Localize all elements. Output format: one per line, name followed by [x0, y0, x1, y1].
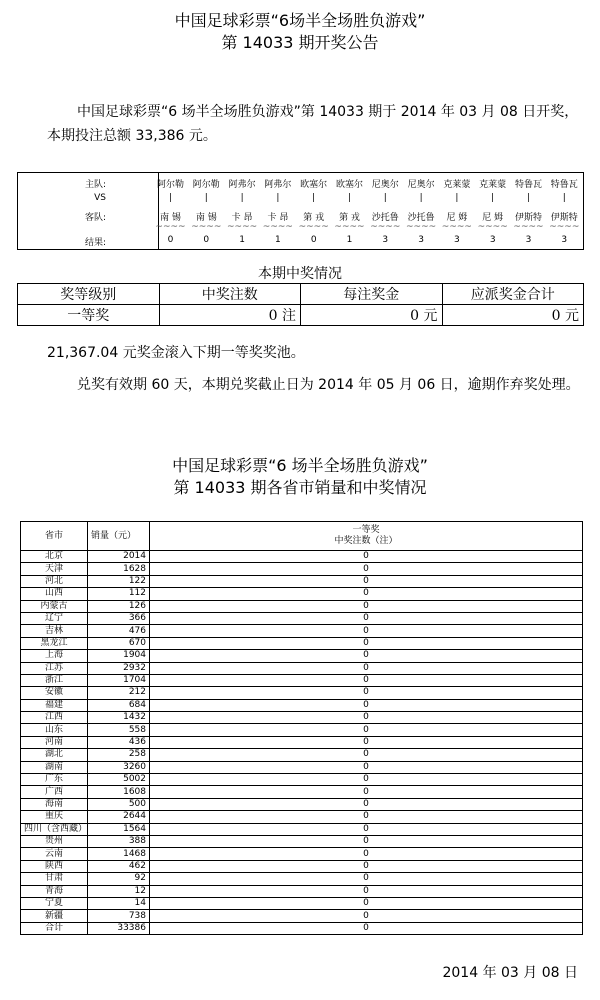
sales-row: [21, 588, 583, 600]
match-column: [331, 173, 368, 249]
sales-province: 吉林: [21, 625, 88, 637]
sales-prize-count: 0: [150, 761, 583, 773]
sales-prize-count: 0: [150, 910, 583, 922]
match-result: 3: [525, 235, 532, 245]
match-away: 伊斯特: [514, 213, 542, 223]
sales-amount: 500: [88, 798, 150, 810]
sales-title-line-1: 中国足球彩票“6 场半全场胜负游戏”: [172, 456, 428, 475]
match-vs: |: [383, 193, 387, 203]
match-result: 0: [310, 235, 317, 245]
rollover-text: 21,367.04 元奖金滚入下期一等奖奖池。: [47, 345, 305, 361]
match-column: [403, 173, 440, 249]
sales-row: [21, 910, 583, 922]
match-vs: |: [312, 193, 316, 203]
match-dash: ~~~~: [441, 222, 472, 232]
match-home: 克莱蒙: [443, 180, 471, 190]
match-column: [188, 173, 225, 249]
match-away: 沙托鲁: [371, 213, 399, 223]
sales-amount: 5002: [88, 774, 150, 786]
sales-prize-count: 0: [150, 563, 583, 575]
sales-prize-count: 0: [150, 823, 583, 835]
sales-prize-count: 0: [150, 835, 583, 847]
sales-prize-count: 0: [150, 786, 583, 798]
sales-amount: 1564: [88, 823, 150, 835]
prize-total: 0 元: [442, 305, 584, 326]
sales-row: [21, 650, 583, 662]
sales-row: [21, 811, 583, 823]
sales-row: [21, 612, 583, 624]
prize-header-level: 奖等级别: [18, 284, 160, 305]
match-vs: |: [419, 193, 423, 203]
match-home: 克莱蒙: [479, 180, 507, 190]
sales-province: 山西: [21, 588, 88, 600]
sales-row: [21, 786, 583, 798]
match-home: 尼奥尔: [371, 180, 399, 190]
sales-title-line-2: 第 14033 期各省市销量和中奖情况: [173, 478, 427, 497]
match-column: [295, 173, 332, 249]
title-line-2: 第 14033 期开奖公告: [221, 33, 379, 52]
sales-prize-count: 0: [150, 860, 583, 872]
match-home: 欧塞尔: [335, 180, 363, 190]
sales-amount: 14: [88, 897, 150, 909]
match-result: 3: [382, 235, 389, 245]
sales-province: 江苏: [21, 662, 88, 674]
sales-province: 合计: [21, 922, 88, 934]
match-vs: |: [168, 193, 173, 203]
prize-header-per: 每注奖金: [301, 284, 443, 305]
match-result: 0: [167, 235, 174, 245]
sales-row: [21, 749, 583, 761]
sales-province: 重庆: [21, 811, 88, 823]
match-result: 3: [561, 235, 568, 245]
sales-amount: 1468: [88, 848, 150, 860]
match-column: [546, 173, 583, 249]
sales-row: [21, 860, 583, 872]
match-dash: ~~~~: [262, 222, 293, 232]
match-away: 南 锡: [160, 213, 181, 223]
match-result: 1: [239, 235, 245, 245]
sales-prize-count: 0: [150, 774, 583, 786]
match-column: [259, 173, 296, 249]
match-column: [152, 173, 189, 249]
match-away: 第 戎: [339, 213, 360, 223]
match-dash: ~~~~: [513, 222, 544, 232]
sales-row: [21, 761, 583, 773]
sales-amount: 112: [88, 588, 150, 600]
sales-province: 宁夏: [21, 897, 88, 909]
sales-prize-count: 0: [150, 922, 583, 934]
sales-amount: 1628: [88, 563, 150, 575]
prize-count: 0 注: [159, 305, 301, 326]
sales-row: [21, 600, 583, 612]
sales-prize-count: 0: [150, 712, 583, 724]
match-home: 阿尔勒: [192, 180, 220, 190]
sales-province: 广东: [21, 774, 88, 786]
sales-province: 辽宁: [21, 612, 88, 624]
sales-prize-count: 0: [150, 897, 583, 909]
sales-amount: 258: [88, 749, 150, 761]
match-away: 尼 姆: [446, 213, 468, 223]
sales-header-prize-line-1: 一等奖: [352, 525, 380, 535]
sales-province: 上海: [21, 650, 88, 662]
announcement-title: [0, 10, 600, 54]
match-column: [438, 173, 475, 249]
sales-row: [21, 662, 583, 674]
claim-text: 兑奖有效期 60 天，本期兑奖截止日为 2014 年 05 月 06 日，逾期作弃奖处理。: [77, 377, 580, 393]
sales-province: 四川（含西藏）: [21, 823, 88, 835]
intro-paragraph: 中国足球彩票“6 场半全场胜负游戏”第 14033 期于 2014 年 03 月 08 日开奖，本期投注总额 33,386 元。: [47, 104, 579, 144]
sales-amount: 122: [88, 575, 150, 587]
match-column: [474, 173, 511, 249]
title-line-1: 中国足球彩票“6场半全场胜负游戏”: [174, 11, 426, 30]
sales-row: [21, 848, 583, 860]
sales-prize-count: 0: [150, 662, 583, 674]
sales-prize-count: 0: [150, 749, 583, 761]
match-away: 伊斯特: [550, 213, 578, 223]
sales-prize-count: 0: [150, 811, 583, 823]
sales-prize-count: 0: [150, 674, 583, 686]
sales-amount: 1608: [88, 786, 150, 798]
sales-province: 湖南: [21, 761, 88, 773]
sales-row: [21, 897, 583, 909]
sales-row: [21, 724, 583, 736]
sales-amount: 738: [88, 910, 150, 922]
sales-province: 黑龙江: [21, 637, 88, 649]
match-away: 尼 姆: [482, 213, 504, 223]
match-table: [17, 172, 584, 250]
sales-amount: 2932: [88, 662, 150, 674]
sales-row: [21, 774, 583, 786]
match-vs: |: [491, 193, 495, 203]
match-vs: |: [526, 193, 531, 203]
sales-prize-count: 0: [150, 588, 583, 600]
match-result: 3: [454, 235, 460, 245]
sales-table: [20, 521, 583, 935]
match-dash: ~~~~: [227, 222, 258, 232]
match-dash: ~~~~: [298, 222, 329, 232]
match-dash: ~~~~: [477, 222, 508, 232]
sales-province: 山东: [21, 724, 88, 736]
sales-prize-count: 0: [150, 848, 583, 860]
sales-prize-count: 0: [150, 736, 583, 748]
sales-prize-count: 0: [150, 650, 583, 662]
sales-prize-count: 0: [150, 699, 583, 711]
prize-caption: 本期中奖情况: [258, 266, 342, 282]
sales-row: [21, 835, 583, 847]
sales-amount: 558: [88, 724, 150, 736]
prize-header-count: 中奖注数: [159, 284, 301, 305]
sales-row: [21, 625, 583, 637]
match-home: 尼奥尔: [407, 180, 435, 190]
sales-province: 福建: [21, 699, 88, 711]
sales-amount: 2014: [88, 551, 150, 563]
sales-amount: 476: [88, 625, 150, 637]
match-vs: |: [455, 193, 459, 203]
sales-header-prize-line-2: 中奖注数（注）: [334, 536, 398, 546]
match-dash: ~~~~: [191, 222, 222, 232]
match-home: 特鲁瓦: [514, 180, 542, 190]
sales-row: [21, 575, 583, 587]
match-dash: ~~~~: [406, 222, 437, 232]
match-result: 1: [275, 235, 281, 245]
sales-row: [21, 712, 583, 724]
sales-province: 云南: [21, 848, 88, 860]
sales-row: [21, 922, 583, 934]
sales-amount: 1432: [88, 712, 150, 724]
match-dash: ~~~~: [370, 222, 401, 232]
result-label: 结果:: [84, 238, 106, 248]
match-away: 第 戎: [303, 213, 325, 223]
sales-amount: 92: [88, 873, 150, 885]
sales-header-province: 省市: [21, 522, 88, 551]
sales-amount: 2644: [88, 811, 150, 823]
sales-prize-count: 0: [150, 873, 583, 885]
match-vs: |: [562, 193, 566, 203]
sales-amount: 12: [88, 885, 150, 897]
sales-amount: 436: [88, 736, 150, 748]
sales-row: [21, 687, 583, 699]
sales-amount: 462: [88, 860, 150, 872]
sales-province: 贵州: [21, 835, 88, 847]
sales-row: [21, 885, 583, 897]
home-label: 主队:: [84, 180, 106, 190]
prize-table: [17, 283, 584, 326]
sales-row: [21, 674, 583, 686]
sales-amount: 1704: [88, 674, 150, 686]
sales-province: 湖北: [21, 749, 88, 761]
match-away: 卡 昂: [267, 213, 289, 223]
sales-amount: 212: [88, 687, 150, 699]
match-vs: |: [204, 193, 208, 203]
match-result: 3: [418, 235, 424, 245]
match-column: [224, 173, 261, 249]
sales-amount: 366: [88, 612, 150, 624]
sales-prize-count: 0: [150, 551, 583, 563]
sales-prize-count: 0: [150, 885, 583, 897]
sales-province: 甘肃: [21, 873, 88, 885]
sales-province: 浙江: [21, 674, 88, 686]
match-dash: ~~~~: [155, 222, 186, 232]
sales-province: 陕西: [21, 860, 88, 872]
vs-label: VS: [94, 193, 106, 203]
match-column: [510, 173, 547, 249]
sales-province: 天津: [21, 563, 88, 575]
sales-row: [21, 823, 583, 835]
match-vs: |: [276, 193, 280, 203]
sales-amount: 684: [88, 699, 150, 711]
match-home: 阿弗尔: [228, 180, 256, 190]
prize-per: 0 元: [301, 305, 443, 326]
footer-date: 2014 年 03 月 08 日: [442, 965, 578, 981]
sales-province: 安徽: [21, 687, 88, 699]
sales-row: [21, 873, 583, 885]
sales-title: [0, 455, 600, 499]
match-home: 阿弗尔: [264, 180, 292, 190]
sales-header-prize: [150, 522, 583, 551]
sales-province: 海南: [21, 798, 88, 810]
prize-header-total: 应派奖金合计: [442, 284, 584, 305]
match-vs: |: [347, 193, 352, 203]
sales-province: 内蒙古: [21, 600, 88, 612]
sales-header-amount: 销量（元）: [88, 522, 150, 551]
sales-province: 河南: [21, 736, 88, 748]
sales-province: 新疆: [21, 910, 88, 922]
sales-amount: 670: [88, 637, 150, 649]
match-column: [367, 173, 404, 249]
sales-row: [21, 798, 583, 810]
sales-province: 广西: [21, 786, 88, 798]
prize-row: [18, 305, 584, 326]
sales-prize-count: 0: [150, 637, 583, 649]
sales-row: [21, 699, 583, 711]
sales-amount: 388: [88, 835, 150, 847]
match-home: 欧塞尔: [300, 180, 328, 190]
match-vs: |: [240, 193, 244, 203]
match-result: 1: [346, 235, 353, 245]
match-result: 0: [203, 235, 210, 245]
sales-province: 北京: [21, 551, 88, 563]
sales-amount: 1904: [88, 650, 150, 662]
sales-row: [21, 551, 583, 563]
match-away: 卡 昂: [231, 213, 253, 223]
prize-level: 一等奖: [18, 305, 160, 326]
match-home: 阿尔勒: [156, 180, 184, 190]
sales-province: 青海: [21, 885, 88, 897]
sales-province: 江西: [21, 712, 88, 724]
match-away: 南 锡: [195, 213, 217, 223]
sales-amount: 3260: [88, 761, 150, 773]
sales-row: [21, 563, 583, 575]
sales-amount: 33386: [88, 922, 150, 934]
sales-prize-count: 0: [150, 724, 583, 736]
sales-province: 河北: [21, 575, 88, 587]
match-dash: ~~~~: [334, 222, 365, 232]
sales-row: [21, 736, 583, 748]
away-label: 客队:: [84, 213, 106, 223]
sales-prize-count: 0: [150, 575, 583, 587]
match-result: 3: [489, 235, 496, 245]
sales-row: [21, 637, 583, 649]
match-home: 特鲁瓦: [550, 180, 578, 190]
sales-prize-count: 0: [150, 625, 583, 637]
sales-prize-count: 0: [150, 612, 583, 624]
match-dash: ~~~~: [549, 222, 580, 232]
match-away: 沙托鲁: [407, 213, 435, 223]
sales-prize-count: 0: [150, 600, 583, 612]
sales-prize-count: 0: [150, 798, 583, 810]
sales-amount: 126: [88, 600, 150, 612]
sales-prize-count: 0: [150, 687, 583, 699]
